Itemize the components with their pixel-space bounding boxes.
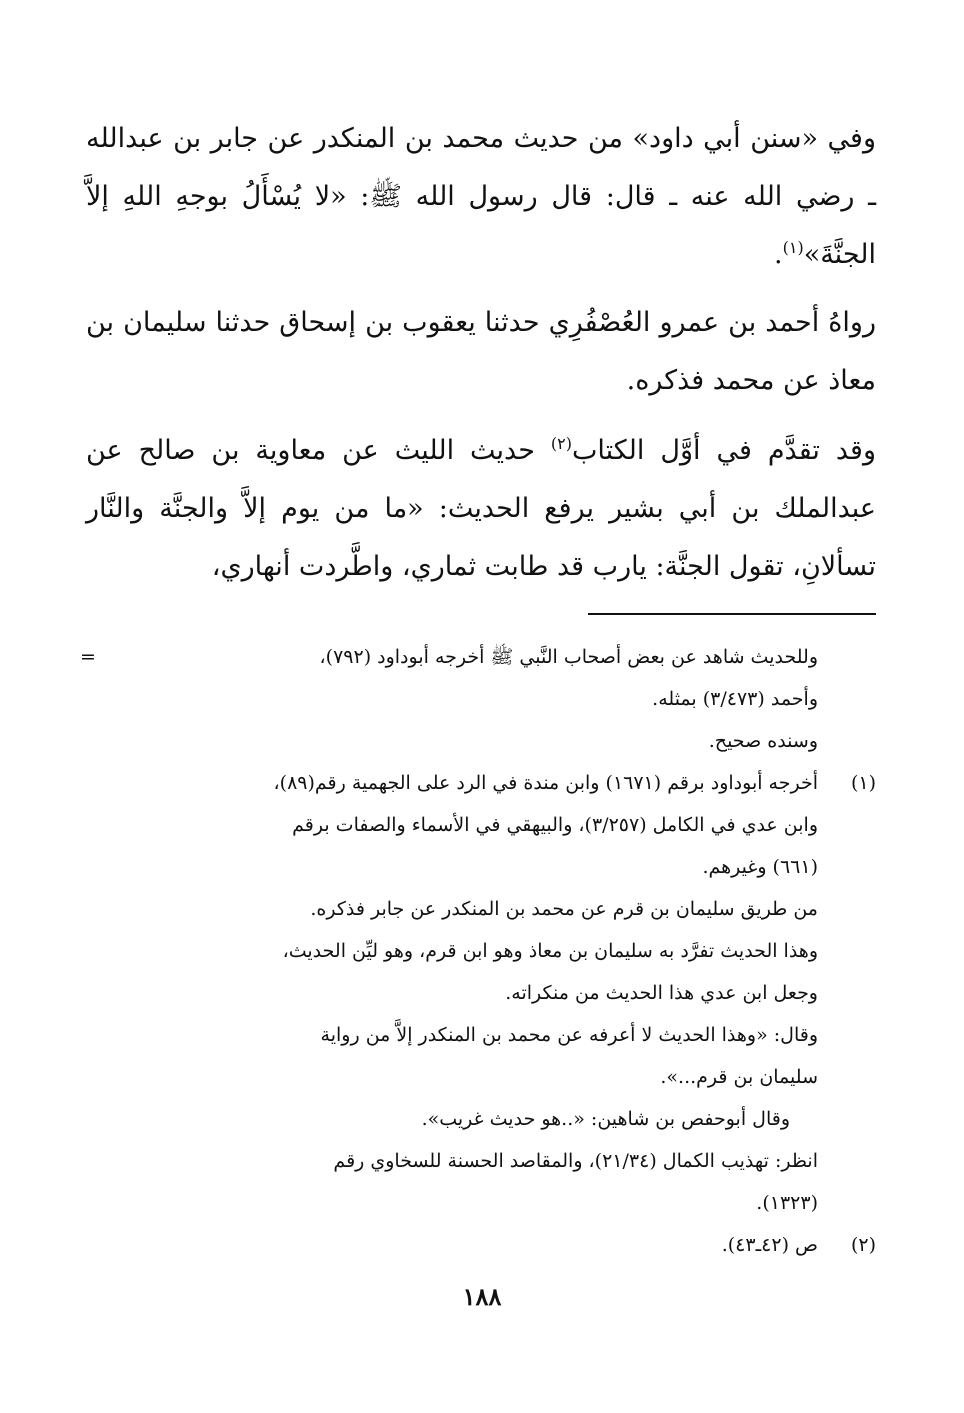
paragraph-1 <box>86 110 876 284</box>
footnote-1-line: (١) أخرجه أبوداود برقم (١٦٧١) وابن مندة في الرد على الجهمية رقم(٨٩)، <box>86 762 876 804</box>
footnote-1-line: من طريق سليمان بن قرم عن محمد بن المنكدر عن جابر فذكره. <box>310 898 818 920</box>
footnote-2-number: (٢) <box>850 1234 876 1256</box>
footnote-ref-2[interactable]: (٢) <box>550 434 572 453</box>
footnotes <box>80 636 876 1266</box>
paragraph-2: رواهُ أحمد بن عمرو العُصْفُرِي حدثنا يعقوب بن إسحاق حدثنا سليمان بن معاذ عن محمد فذكره. <box>86 307 876 396</box>
footnote-continuation-line: وسنده صحيح. <box>708 730 818 752</box>
footnote-ref-1[interactable]: (١) <box>782 238 804 257</box>
paragraph-3 <box>86 422 876 596</box>
paragraph-1-end: . <box>774 239 783 270</box>
footnote-1-line: سليمان بن قرم...». <box>660 1066 818 1088</box>
footnote-1-number: (١) <box>850 772 876 794</box>
footnote-separator <box>588 613 876 615</box>
footnote-1-line: انظر: تهذيب الكمال (٢١/٣٤)، والمقاصد الحسنة للسخاوي رقم <box>333 1150 818 1172</box>
footnote-1-line: وقال أبوحفص بن شاهين: «..هو حديث غريب». <box>421 1108 790 1130</box>
paragraph-3-text-start: وقد تقدَّم في أوَّل الكتاب <box>571 435 876 466</box>
footnote-1-line: (٦٦١) وغيرهم. <box>702 856 818 878</box>
footnote-1-line: (١٣٢٣). <box>756 1192 818 1214</box>
footnote-1-line: وابن عدي في الكامل (٣/٢٥٧)، والبيهقي في الأسماء والصفات برقم <box>292 814 818 836</box>
page-number: ١٨٨ <box>462 1282 502 1311</box>
paragraph-1-text: وفي «سنن أبي داود» من حديث محمد بن المنكدر عن جابر بن عبدالله ـ رضي الله عنه ـ قال: قال رسول الله ﷺ: «لا يُسْأَلُ بوجهِ اللهِ إلاَّ الجنَّةَ» <box>86 123 876 270</box>
footnote-1-line: وقال: «وهذا الحديث لا أعرفه عن محمد بن المنكدر إلاَّ من رواية <box>320 1024 818 1046</box>
footnote-continuation-line: وأحمد (٣/٤٧٣) بمثله. <box>652 688 818 710</box>
footnote-1-line: وجعل ابن عدي هذا الحديث من منكراته. <box>505 982 818 1004</box>
footnote-1-line: وهذا الحديث تفرَّد به سليمان بن معاذ وهو ابن قرم، وهو ليِّن الحديث، <box>282 940 818 962</box>
footnote-2-line: (٢) ص (٤٢ـ٤٣). <box>86 1224 876 1266</box>
footnote-continuation-line: = وللحديث شاهد عن بعض أصحاب النَّبي ﷺ أخرجه أبوداود (٧٩٢)، <box>86 636 876 678</box>
paragraph-3-text-end: حديث الليث عن معاوية بن صالح عن عبدالملك بن أبي بشير يرفع الحديث: «ما من يوم إلاَّ والجنَّة والنَّار تسألانِ، تقول الجنَّة: يارب قد طابت ثماري، واطَّردت أنهاري، <box>86 435 876 582</box>
continuation-mark: = <box>80 646 96 668</box>
